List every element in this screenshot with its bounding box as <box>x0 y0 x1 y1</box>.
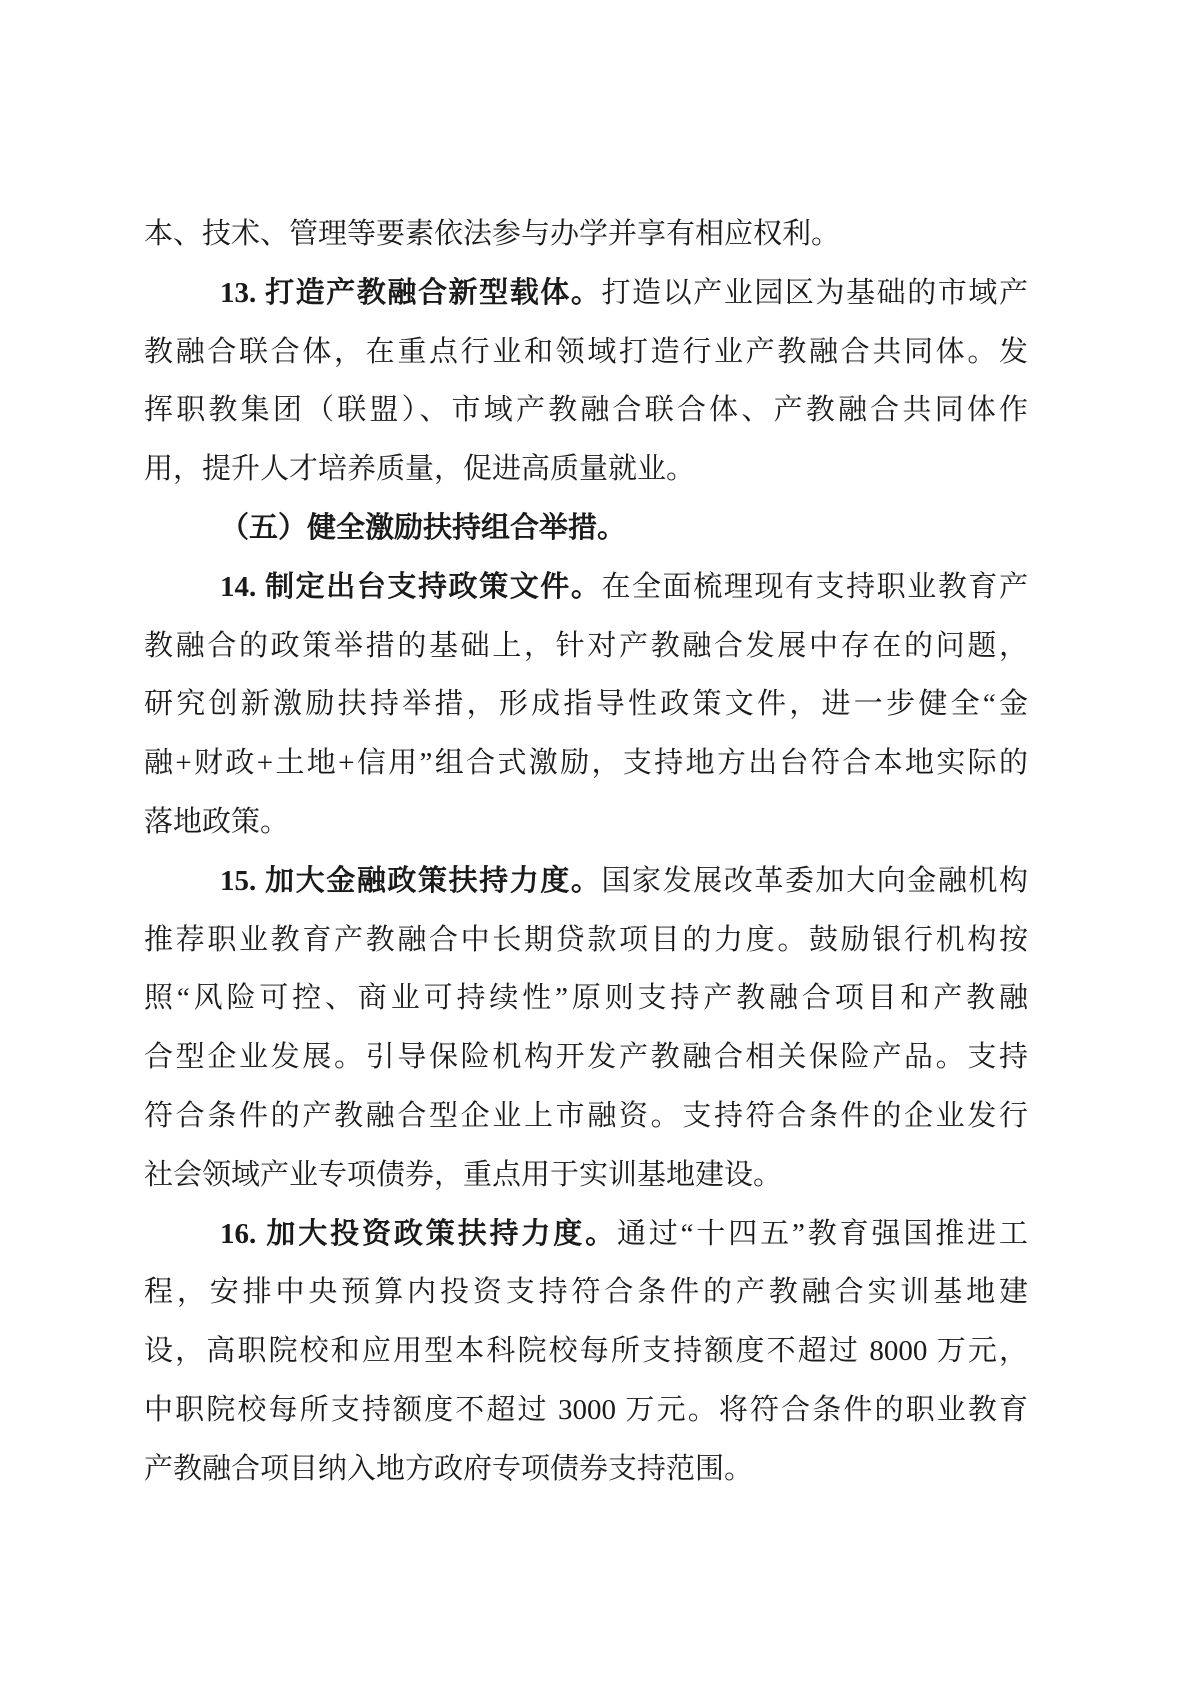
paragraph-lead-text: （五）健全激励扶持组合举措。 <box>220 511 627 544</box>
text-line <box>144 323 1028 382</box>
body-text: 在全面梳理现有支持职业教育产 <box>601 570 1028 603</box>
paragraph-lead-text: 15. 加大金融政策扶持力度。 <box>220 864 602 897</box>
text-line <box>144 1205 1028 1264</box>
body-text: 本、技术、管理等要素依法参与办学并享有相应权利。 <box>144 218 841 250</box>
text-line <box>144 969 1028 1028</box>
text-line <box>144 675 1028 734</box>
text-line <box>144 1146 1028 1205</box>
body-text: 通过“十四五”教育强国推进工 <box>616 1217 1028 1250</box>
text-line <box>144 1440 1028 1499</box>
body-text: 产教融合项目纳入地方政府专项债券支持范围。 <box>144 1452 754 1485</box>
body-text: 落地政策。 <box>144 805 290 838</box>
text-line <box>144 1381 1028 1440</box>
text-line <box>144 499 1028 558</box>
text-line <box>144 264 1028 323</box>
text-line <box>144 617 1028 676</box>
body-text: 研究创新激励扶持举措，形成指导性政策文件，进一步健全“金 <box>144 688 1028 721</box>
text-line <box>144 1322 1028 1381</box>
body-text: 融+财政+土地+信用”组合式激励，支持地方出台符合本地实际的 <box>144 747 1028 780</box>
body-text: 合型企业发展。引导保险机构开发产教融合相关保险产品。支持 <box>144 1041 1028 1074</box>
text-line <box>144 852 1028 911</box>
body-text: 设，高职院校和应用型本科院校每所支持额度不超过 8000 万元， <box>144 1335 1028 1368</box>
text-line <box>144 558 1028 617</box>
document-text-block <box>144 205 1028 1499</box>
paragraph-lead-text: 14. 制定出台支持政策文件。 <box>220 570 602 603</box>
text-line <box>144 381 1028 440</box>
body-text: 国家发展改革委加大向金融机构 <box>601 864 1028 897</box>
body-text: 推荐职业教育产教融合中长期贷款项目的力度。鼓励银行机构按 <box>144 923 1028 956</box>
body-text: 教融合联合体，在重点行业和领域打造行业产教融合共同体。发 <box>144 335 1028 368</box>
body-text: 教融合的政策举措的基础上，针对产教融合发展中存在的问题， <box>144 629 1028 662</box>
body-text: 打造以产业园区为基础的市域产 <box>601 276 1028 309</box>
paragraph-lead-text: 13. 打造产教融合新型载体。 <box>220 276 602 309</box>
body-text: 用，提升人才培养质量，促进高质量就业。 <box>144 453 696 486</box>
body-text: 符合条件的产教融合型企业上市融资。支持符合条件的企业发行 <box>144 1099 1028 1132</box>
text-line <box>144 1087 1028 1146</box>
text-line <box>144 1263 1028 1322</box>
body-text: 挥职教集团（联盟）、市域产教融合联合体、产教融合共同体作 <box>144 394 1028 427</box>
text-line <box>144 440 1028 499</box>
body-text: 照“风险可控、商业可持续性”原则支持产教融合项目和产教融 <box>144 982 1028 1015</box>
text-line <box>144 1028 1028 1087</box>
paragraph-lead-text: 16. 加大投资政策扶持力度。 <box>220 1217 617 1250</box>
body-text: 中职院校每所支持额度不超过 3000 万元。将符合条件的职业教育 <box>144 1393 1028 1426</box>
body-text: 社会领域产业专项债券，重点用于实训基地建设。 <box>144 1158 783 1191</box>
text-line <box>144 734 1028 793</box>
text-line <box>144 911 1028 970</box>
text-line <box>144 793 1028 852</box>
body-text: 程，安排中央预算内投资支持符合条件的产教融合实训基地建 <box>144 1276 1028 1309</box>
text-line <box>144 205 1028 264</box>
